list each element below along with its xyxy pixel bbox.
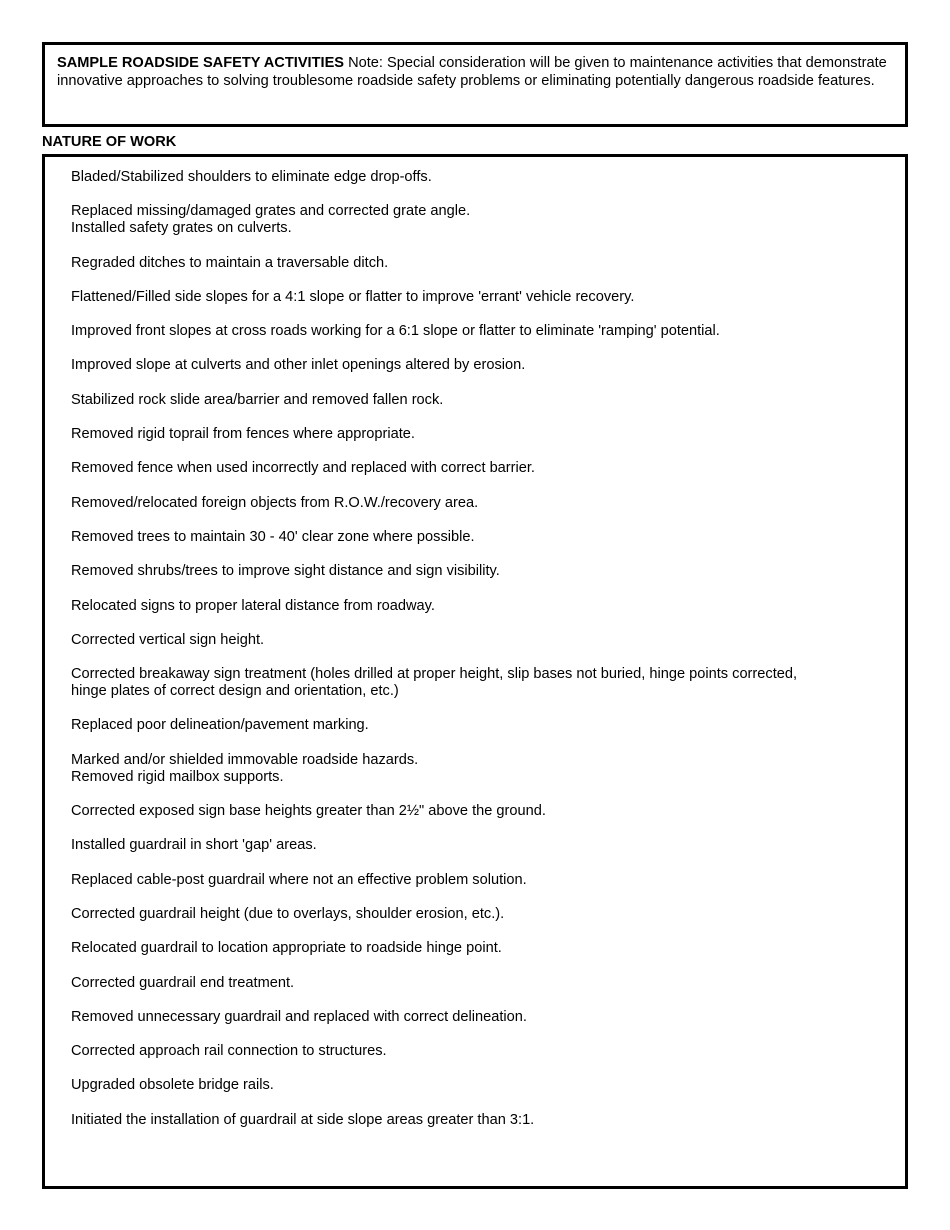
- work-item: [71, 975, 865, 992]
- work-item-line: Flattened/Filled side slopes for a 4:1 slope or flatter to improve 'errant' vehicle recovery.: [71, 288, 635, 305]
- note-box: [42, 42, 908, 127]
- work-item-line: Removed rigid toprail from fences where appropriate.: [71, 426, 415, 443]
- work-item-line: Marked and/or shielded immovable roadside hazards.: [71, 751, 419, 768]
- work-item-line: Relocated signs to proper lateral distance from roadway.: [71, 597, 435, 614]
- work-item-line: Replaced missing/damaged grates and corrected grate angle.: [71, 203, 471, 220]
- work-list: [71, 169, 865, 1146]
- work-item-line: Corrected breakaway sign treatment (holes drilled at proper height, slip bases not buried, hinge points corrected,: [71, 666, 798, 683]
- work-item: [71, 563, 865, 580]
- work-item: [71, 666, 865, 700]
- work-item: [71, 426, 865, 443]
- work-item: [71, 906, 865, 923]
- work-item-line: Upgraded obsolete bridge rails.: [71, 1077, 274, 1094]
- work-item-line: hinge plates of correct design and orientation, etc.): [71, 683, 399, 700]
- work-item-line: Removed shrubs/trees to improve sight distance and sign visibility.: [71, 563, 500, 580]
- work-item: [71, 255, 865, 272]
- work-item: [71, 1043, 865, 1060]
- work-item: [71, 872, 865, 889]
- work-item-line: Replaced cable-post guardrail where not an effective problem solution.: [71, 871, 527, 888]
- work-item: [71, 717, 865, 734]
- work-item: [71, 529, 865, 546]
- work-item: [71, 1112, 865, 1129]
- work-item: [71, 460, 865, 477]
- work-item: [71, 940, 865, 957]
- work-item-line: Corrected guardrail height (due to overlays, shoulder erosion, etc.).: [71, 905, 505, 922]
- note-text: Note: Special consideration will be given to maintenance activities that demonstrate innovative approaches to solving troublesome roadside safety problems or eliminating potentially dangerous roadside features.: [57, 55, 887, 90]
- work-item: [71, 837, 865, 854]
- work-item: [71, 803, 865, 820]
- work-item-line: Improved slope at culverts and other inlet openings altered by erosion.: [71, 357, 526, 374]
- work-item: [71, 752, 865, 786]
- work-item: [71, 289, 865, 306]
- work-list-box: [42, 154, 908, 1189]
- work-item-line: Removed trees to maintain 30 - 40' clear zone where possible.: [71, 528, 475, 545]
- work-item: [71, 632, 865, 649]
- work-item-line: Removed rigid mailbox supports.: [71, 768, 284, 785]
- work-item-line: Corrected exposed sign base heights greater than 2½" above the ground.: [71, 803, 546, 820]
- work-item-line: Corrected guardrail end treatment.: [71, 974, 295, 991]
- note-paragraph: [57, 54, 891, 91]
- work-item-line: Removed fence when used incorrectly and replaced with correct barrier.: [71, 460, 535, 477]
- work-item: [71, 598, 865, 615]
- work-item-line: Installed safety grates on culverts.: [71, 220, 292, 237]
- work-item: [71, 495, 865, 512]
- work-item: [71, 203, 865, 237]
- work-item: [71, 169, 865, 186]
- work-item-line: Removed unnecessary guardrail and replaced with correct delineation.: [71, 1008, 527, 1025]
- work-item-line: Improved front slopes at cross roads working for a 6:1 slope or flatter to eliminate 'ramping' potential.: [71, 323, 720, 340]
- note-title: SAMPLE ROADSIDE SAFETY ACTIVITIES: [57, 55, 345, 71]
- work-item-line: Corrected vertical sign height.: [71, 631, 265, 648]
- work-item-line: Relocated guardrail to location appropriate to roadside hinge point.: [71, 940, 502, 957]
- work-item: [71, 1009, 865, 1026]
- section-heading: NATURE OF WORK: [42, 134, 177, 150]
- work-item-line: Installed guardrail in short 'gap' areas.: [71, 837, 317, 854]
- work-item: [71, 392, 865, 409]
- work-item: [71, 357, 865, 374]
- work-item-line: Bladed/Stabilized shoulders to eliminate edge drop-offs.: [71, 169, 432, 185]
- work-item-line: Corrected approach rail connection to structures.: [71, 1043, 387, 1060]
- work-item-line: Stabilized rock slide area/barrier and removed fallen rock.: [71, 391, 444, 408]
- work-item: [71, 1077, 865, 1094]
- work-item-line: Replaced poor delineation/pavement marking.: [71, 717, 369, 734]
- work-item: [71, 323, 865, 340]
- work-item-line: Removed/relocated foreign objects from R.O.W./recovery area.: [71, 494, 479, 511]
- work-item-line: Initiated the installation of guardrail at side slope areas greater than 3:1.: [71, 1111, 535, 1128]
- work-item-line: Regraded ditches to maintain a traversable ditch.: [71, 254, 389, 271]
